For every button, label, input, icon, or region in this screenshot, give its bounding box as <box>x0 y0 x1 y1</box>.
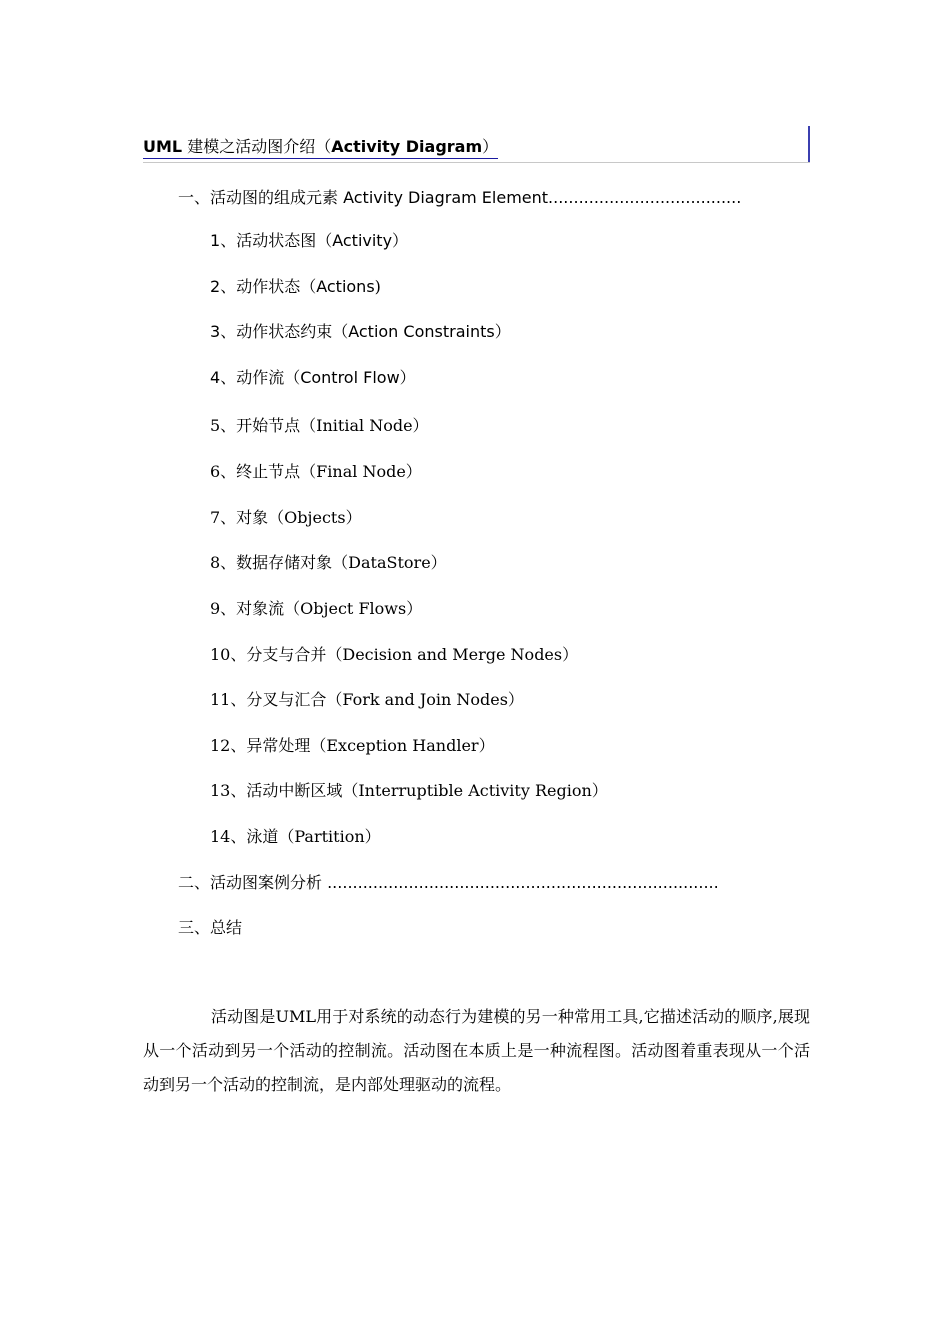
toc-item-en: Control Flow <box>300 368 400 387</box>
document-title <box>143 136 498 159</box>
toc-item-en: Actions <box>316 277 375 296</box>
toc-item-4[interactable] <box>210 367 416 389</box>
toc-item-number: 2 <box>210 277 221 296</box>
toc-item-13[interactable]: 13、活动中断区域（Interruptible Activity Region） <box>210 781 608 800</box>
toc-section-1[interactable] <box>178 187 741 209</box>
toc-item-end: ) <box>374 277 381 296</box>
toc-item-5[interactable]: 5、开始节点（Initial Node） <box>210 416 429 435</box>
toc-item-8[interactable]: 8、数据存储对象（DataStore） <box>210 553 447 572</box>
intro-paragraph: 活动图是UML用于对系统的动态行为建模的另一种常用工具,它描述活动的顺序,展现从一个活动到另一个活动的控制流。活动图在本质上是一种流程图。活动图着重表现从一个活动到另一个活动的控制流，是内部处理驱动的流程。 <box>143 1007 810 1094</box>
title-english: Activity Diagram <box>331 137 483 156</box>
toc-section-3[interactable]: 三、总结 <box>178 918 243 937</box>
toc-item-3[interactable] <box>210 321 511 343</box>
toc-section-2[interactable] <box>178 872 719 894</box>
toc-item-end: ） <box>399 368 416 387</box>
toc-item-number: 1 <box>210 231 221 250</box>
toc-item-9[interactable]: 9、对象流（Object Flows） <box>210 599 423 618</box>
toc-item-cn: 、动作流（ <box>220 368 301 387</box>
toc-item-number: 3 <box>210 322 221 341</box>
toc-item-end: ） <box>392 231 409 250</box>
title-prefix: UML <box>143 137 183 156</box>
toc-item-cn: 、活动状态图（ <box>220 231 333 250</box>
toc-item-10[interactable]: 10、分支与合并（Decision and Merge Nodes） <box>210 645 579 664</box>
toc-item-12[interactable]: 12、异常处理（Exception Handler） <box>210 736 495 755</box>
toc-section-2-dots: ............................................................................. <box>327 873 719 892</box>
toc-item-en: Action Constraints <box>348 322 495 341</box>
toc-item-cn: 、动作状态（ <box>220 277 317 296</box>
toc-item-cn: 、动作状态约束（ <box>220 322 349 341</box>
toc-section-1-dots: ...................................... <box>548 188 742 207</box>
document-title-block <box>143 124 810 163</box>
toc-item-14[interactable]: 14、泳道（Partition） <box>210 827 381 846</box>
toc-item-6[interactable]: 6、终止节点（Final Node） <box>210 462 422 481</box>
toc-item-number: 4 <box>210 368 221 387</box>
title-middle: 建模之活动图介绍（ <box>182 137 332 156</box>
title-suffix: ） <box>482 137 499 156</box>
toc-item-end: ） <box>494 322 511 341</box>
toc-item-2[interactable] <box>210 276 381 298</box>
toc-item-7[interactable]: 7、对象（Objects） <box>210 508 362 527</box>
title-right-bar <box>808 126 810 162</box>
toc-item-11[interactable]: 11、分叉与汇合（Fork and Join Nodes） <box>210 690 524 709</box>
toc-item-1[interactable] <box>210 230 408 252</box>
toc-item-en: Activity <box>332 231 393 250</box>
toc-section-1-en: Activity Diagram Element <box>343 188 549 207</box>
toc-section-1-cn: 一、活动图的组成元素 <box>178 188 344 207</box>
toc-section-2-cn: 二、活动图案例分析 <box>178 873 328 892</box>
